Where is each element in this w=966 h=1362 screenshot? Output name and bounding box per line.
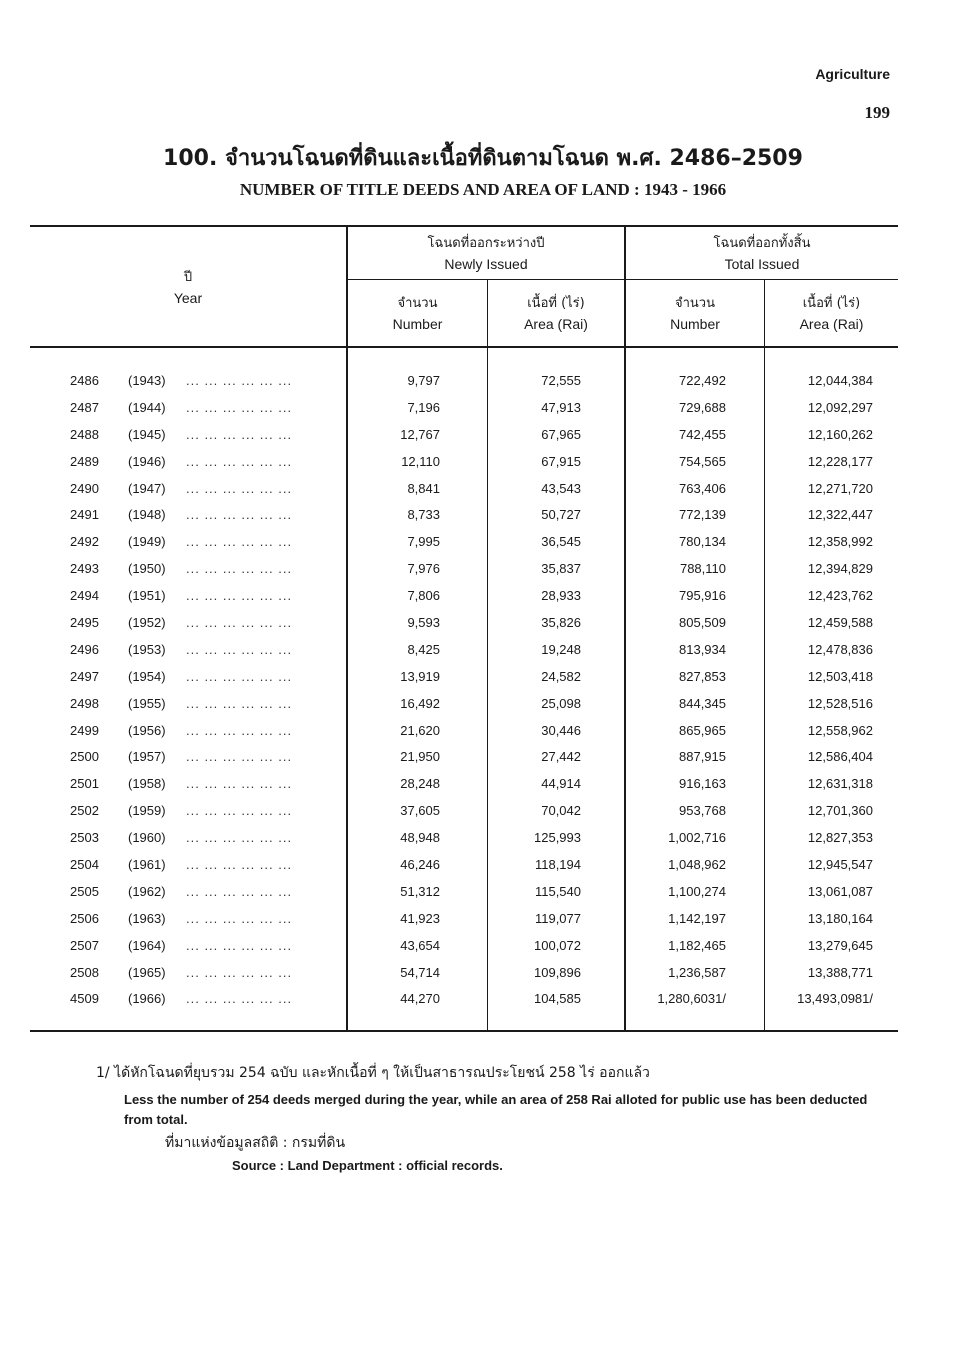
row-year: (1955) (128, 695, 166, 711)
row-total-area: 13,180,164 (807, 910, 873, 926)
row-leader-dots: ... ... ... ... ... ... (186, 480, 293, 496)
row-total-number: 844,345 (679, 695, 726, 711)
row-newly-number: 43,654 (400, 937, 440, 953)
row-newly-number: 9,797 (407, 373, 440, 388)
row-newly-number: 21,620 (400, 722, 440, 738)
row-newly-area: 119,077 (534, 910, 581, 926)
table-row (0, 933, 966, 960)
row-newly-number: 41,923 (400, 910, 440, 926)
row-newly-area: 35,837 (541, 561, 581, 577)
row-newly-area: 35,826 (541, 615, 581, 631)
table-row (0, 718, 966, 745)
row-newly-number: 16,492 (400, 695, 440, 711)
row-newly-number: 21,950 (400, 749, 440, 765)
row-total-number: 805,509 (679, 615, 726, 631)
row-newly-area: 67,965 (541, 426, 581, 442)
total-area-thai: เนื้อที่ (ไร่) (802, 296, 861, 311)
table-row (0, 395, 966, 422)
row-year: (1947) (128, 480, 166, 496)
table-row (0, 502, 966, 529)
row-thai-year: 2499 (70, 722, 99, 738)
row-total-number: 722,492 (679, 373, 726, 388)
row-leader-dots: ... ... ... ... ... ... (186, 937, 293, 953)
row-leader-dots: ... ... ... ... ... ... (186, 964, 293, 980)
row-year: (1954) (128, 668, 166, 684)
row-newly-area: 70,042 (541, 803, 581, 819)
row-newly-number: 37,605 (400, 803, 440, 819)
row-leader-dots: ... ... ... ... ... ... (186, 399, 293, 415)
row-total-number: 865,965 (679, 722, 726, 738)
row-newly-number: 8,425 (407, 641, 440, 657)
table-row (0, 798, 966, 825)
row-total-number: 1,142,197 (668, 910, 726, 926)
row-total-area: 12,228,177 (807, 453, 873, 469)
row-newly-number: 46,246 (400, 857, 440, 873)
row-thai-year: 2504 (70, 857, 99, 873)
table-row (0, 771, 966, 798)
row-newly-area: 27,442 (541, 749, 581, 765)
total-area-header (765, 294, 898, 334)
row-total-number: 780,134 (679, 534, 726, 550)
group-underline-newly (348, 279, 624, 280)
row-leader-dots: ... ... ... ... ... ... (186, 722, 293, 738)
row-leader-dots: ... ... ... ... ... ... (186, 641, 293, 657)
row-thai-year: 2488 (70, 426, 99, 442)
table-row (0, 744, 966, 771)
row-total-number: 1,236,587 (668, 964, 726, 980)
row-newly-area: 19,248 (541, 641, 581, 657)
table-row (0, 960, 966, 987)
row-leader-dots: ... ... ... ... ... ... (186, 883, 293, 899)
row-total-number: 729,688 (679, 399, 726, 415)
row-total-area: 12,945,547 (807, 857, 873, 873)
row-leader-dots: ... ... ... ... ... ... (186, 857, 293, 873)
row-total-area: 12,394,829 (807, 561, 873, 577)
total-area-english: Area (Rai) (799, 316, 864, 332)
group-underline-total (626, 279, 898, 280)
total-issued-thai: โฉนดที่ออกทั้งสิ้น (713, 236, 811, 251)
table-row (0, 879, 966, 906)
row-total-number: 1,280,6031/ (657, 991, 726, 1007)
row-thai-year: 4509 (70, 991, 99, 1007)
row-total-area: 12,423,762 (807, 588, 873, 604)
table-body (0, 368, 966, 1013)
row-leader-dots: ... ... ... ... ... ... (186, 561, 293, 577)
table-row (0, 906, 966, 933)
newly-issued-english: Newly Issued (444, 256, 528, 272)
row-newly-area: 100,072 (534, 937, 581, 953)
row-leader-dots: ... ... ... ... ... ... (186, 830, 293, 846)
row-leader-dots: ... ... ... ... ... ... (186, 615, 293, 631)
row-total-number: 1,100,274 (668, 883, 726, 899)
row-year: (1958) (128, 776, 166, 792)
total-issued-header (626, 234, 898, 274)
table-row (0, 664, 966, 691)
row-total-number: 916,163 (679, 776, 726, 792)
table-row (0, 852, 966, 879)
row-year: (1951) (128, 588, 166, 604)
row-leader-dots: ... ... ... ... ... ... (186, 910, 293, 926)
total-number-thai: จำนวน (675, 296, 715, 311)
row-year: (1945) (128, 426, 166, 442)
row-leader-dots: ... ... ... ... ... ... (186, 668, 293, 684)
year-header-english: Year (173, 290, 203, 306)
row-thai-year: 2505 (70, 883, 99, 899)
row-total-number: 763,406 (679, 480, 726, 496)
table-row (0, 986, 966, 1013)
row-total-number: 795,916 (679, 588, 726, 604)
row-total-area: 12,271,720 (807, 480, 873, 496)
table-top-rule (30, 225, 898, 227)
row-year: (1964) (128, 937, 166, 953)
row-total-area: 12,528,516 (807, 695, 873, 711)
row-newly-area: 72,555 (541, 373, 581, 388)
row-total-area: 12,358,992 (807, 534, 873, 550)
row-total-area: 12,827,353 (807, 830, 873, 846)
row-leader-dots: ... ... ... ... ... ... (186, 507, 293, 523)
row-leader-dots: ... ... ... ... ... ... (186, 426, 293, 442)
row-newly-number: 7,806 (407, 588, 440, 604)
row-total-area: 12,322,447 (807, 507, 873, 523)
newly-number-header (348, 294, 487, 334)
row-year: (1962) (128, 883, 166, 899)
row-year: (1949) (128, 534, 166, 550)
row-thai-year: 2498 (70, 695, 99, 711)
row-newly-area: 25,098 (541, 695, 581, 711)
row-year: (1959) (128, 803, 166, 819)
row-total-area: 12,586,404 (807, 749, 873, 765)
row-thai-year: 2494 (70, 588, 99, 604)
row-total-number: 887,915 (679, 749, 726, 765)
table-row (0, 529, 966, 556)
row-thai-year: 2503 (70, 830, 99, 846)
row-thai-year: 2502 (70, 803, 99, 819)
total-issued-english: Total Issued (724, 256, 800, 272)
title-thai: 100. จำนวนโฉนดที่ดินและเนื้อที่ดินตามโฉนด พ.ศ. 2486–2509 (163, 146, 803, 171)
newly-area-english: Area (Rai) (524, 316, 588, 332)
row-newly-area: 36,545 (541, 534, 581, 550)
row-leader-dots: ... ... ... ... ... ... (186, 534, 293, 550)
row-leader-dots: ... ... ... ... ... ... (186, 991, 293, 1007)
row-year: (1952) (128, 615, 166, 631)
row-thai-year: 2489 (70, 453, 99, 469)
row-thai-year: 2493 (70, 561, 99, 577)
row-newly-number: 8,733 (407, 507, 440, 523)
row-total-number: 827,853 (679, 668, 726, 684)
row-year: (1961) (128, 857, 166, 873)
newly-issued-thai: โฉนดที่ออกระหว่างปี (427, 236, 545, 251)
row-total-area: 13,388,771 (807, 964, 873, 980)
row-leader-dots: ... ... ... ... ... ... (186, 776, 293, 792)
row-thai-year: 2490 (70, 480, 99, 496)
row-newly-area: 30,446 (541, 722, 581, 738)
row-thai-year: 2497 (70, 668, 99, 684)
row-thai-year: 2487 (70, 399, 99, 415)
row-newly-area: 118,194 (534, 857, 581, 873)
newly-area-thai: เนื้อที่ (ไร่) (527, 296, 585, 311)
table-row (0, 637, 966, 664)
row-newly-area: 43,543 (541, 480, 581, 496)
row-year: (1946) (128, 453, 166, 469)
row-newly-area: 28,933 (541, 588, 581, 604)
row-total-area: 12,503,418 (807, 668, 873, 684)
row-total-number: 1,182,465 (668, 937, 726, 953)
newly-issued-header (348, 234, 624, 274)
row-total-area: 12,631,318 (807, 776, 873, 792)
total-number-header (626, 294, 764, 334)
table-row (0, 422, 966, 449)
row-thai-year: 2500 (70, 749, 99, 765)
row-total-area: 12,459,588 (807, 615, 873, 631)
newly-area-header (488, 294, 624, 334)
row-total-area: 12,478,836 (807, 641, 873, 657)
row-newly-area: 44,914 (541, 776, 581, 792)
row-total-number: 742,455 (679, 426, 726, 442)
row-total-area: 13,493,0981/ (797, 991, 873, 1007)
row-thai-year: 2486 (70, 373, 99, 388)
row-total-area: 13,061,087 (807, 883, 873, 899)
table-row (0, 691, 966, 718)
table-row (0, 449, 966, 476)
row-newly-area: 109,896 (534, 964, 581, 980)
row-total-area: 12,701,360 (807, 803, 873, 819)
row-leader-dots: ... ... ... ... ... ... (186, 453, 293, 469)
row-total-number: 788,110 (679, 561, 726, 577)
row-thai-year: 2496 (70, 641, 99, 657)
row-newly-number: 28,248 (400, 776, 440, 792)
row-newly-number: 8,841 (407, 480, 440, 496)
row-thai-year: 2501 (70, 776, 99, 792)
row-total-area: 12,160,262 (807, 426, 873, 442)
row-thai-year: 2492 (70, 534, 99, 550)
year-header (30, 268, 346, 308)
newly-number-thai: จำนวน (397, 296, 438, 311)
source-thai: ที่มาแห่งข้อมูลสถิติ : กรมที่ดิน (165, 1135, 346, 1151)
row-thai-year: 2508 (70, 964, 99, 980)
row-year: (1960) (128, 830, 166, 846)
row-total-number: 1,048,962 (668, 857, 726, 873)
row-newly-area: 115,540 (534, 883, 581, 899)
row-newly-number: 7,196 (407, 399, 440, 415)
row-leader-dots: ... ... ... ... ... ... (186, 588, 293, 604)
row-newly-area: 67,915 (541, 453, 581, 469)
table-row (0, 825, 966, 852)
row-year: (1965) (128, 964, 166, 980)
row-total-number: 772,139 (679, 507, 726, 523)
table-row (0, 583, 966, 610)
row-newly-area: 24,582 (541, 668, 581, 684)
row-total-number: 813,934 (679, 641, 726, 657)
row-newly-number: 13,919 (400, 668, 440, 684)
section-label: Agriculture (815, 66, 890, 82)
row-year: (1956) (128, 722, 166, 738)
title-english: NUMBER OF TITLE DEEDS AND AREA OF LAND : 1943 - 1966 (239, 180, 727, 199)
row-newly-number: 9,593 (407, 615, 440, 631)
page-number: 199 (864, 103, 890, 122)
row-newly-area: 104,585 (534, 991, 581, 1007)
row-newly-number: 7,976 (407, 561, 440, 577)
row-total-area: 12,558,962 (807, 722, 873, 738)
row-total-area: 12,092,297 (807, 399, 873, 415)
footnote-thai: 1/ ได้หักโฉนดที่ยุบรวม 254 ฉบับ และหักเนื้อที่ ๆ ให้เป็นสาธารณประโยชน์ 258 ไร่ ออกแล้ว (96, 1065, 650, 1081)
row-newly-area: 47,913 (541, 399, 581, 415)
row-newly-number: 7,995 (407, 534, 440, 550)
row-newly-area: 125,993 (534, 830, 581, 846)
row-total-number: 754,565 (679, 453, 726, 469)
row-year: (1966) (128, 991, 166, 1007)
table-row (0, 368, 966, 395)
row-thai-year: 2491 (70, 507, 99, 523)
table-row (0, 476, 966, 503)
table-row (0, 610, 966, 637)
row-year: (1950) (128, 561, 166, 577)
row-year: (1957) (128, 749, 166, 765)
table-bottom-rule (30, 1030, 898, 1032)
row-total-number: 953,768 (679, 803, 726, 819)
footnote-english: Less the number of 254 deeds merged during the year, while an area of 258 Rai alloted for public use has been deducted from total. (124, 1092, 868, 1127)
row-year: (1944) (128, 399, 166, 415)
row-total-area: 12,044,384 (807, 373, 873, 388)
table-row (0, 556, 966, 583)
row-thai-year: 2495 (70, 615, 99, 631)
row-thai-year: 2507 (70, 937, 99, 953)
newly-number-english: Number (392, 316, 443, 332)
row-newly-number: 48,948 (400, 830, 440, 846)
row-newly-number: 44,270 (400, 991, 440, 1007)
row-total-area: 13,279,645 (807, 937, 873, 953)
row-leader-dots: ... ... ... ... ... ... (186, 373, 293, 388)
row-thai-year: 2506 (70, 910, 99, 926)
row-leader-dots: ... ... ... ... ... ... (186, 695, 293, 711)
row-newly-number: 51,312 (400, 883, 440, 899)
header-bottom-rule (30, 346, 898, 348)
row-year: (1953) (128, 641, 166, 657)
row-newly-number: 54,714 (400, 964, 440, 980)
row-leader-dots: ... ... ... ... ... ... (186, 749, 293, 765)
row-newly-area: 50,727 (541, 507, 581, 523)
total-number-english: Number (670, 316, 720, 332)
source-english: Source : Land Department : official records. (232, 1158, 503, 1173)
row-leader-dots: ... ... ... ... ... ... (186, 803, 293, 819)
row-newly-number: 12,110 (401, 453, 440, 469)
row-newly-number: 12,767 (400, 426, 440, 442)
year-header-thai: ปี (183, 270, 193, 285)
row-year: (1963) (128, 910, 166, 926)
row-year: (1943) (128, 373, 166, 388)
row-year: (1948) (128, 507, 166, 523)
row-total-number: 1,002,716 (668, 830, 726, 846)
